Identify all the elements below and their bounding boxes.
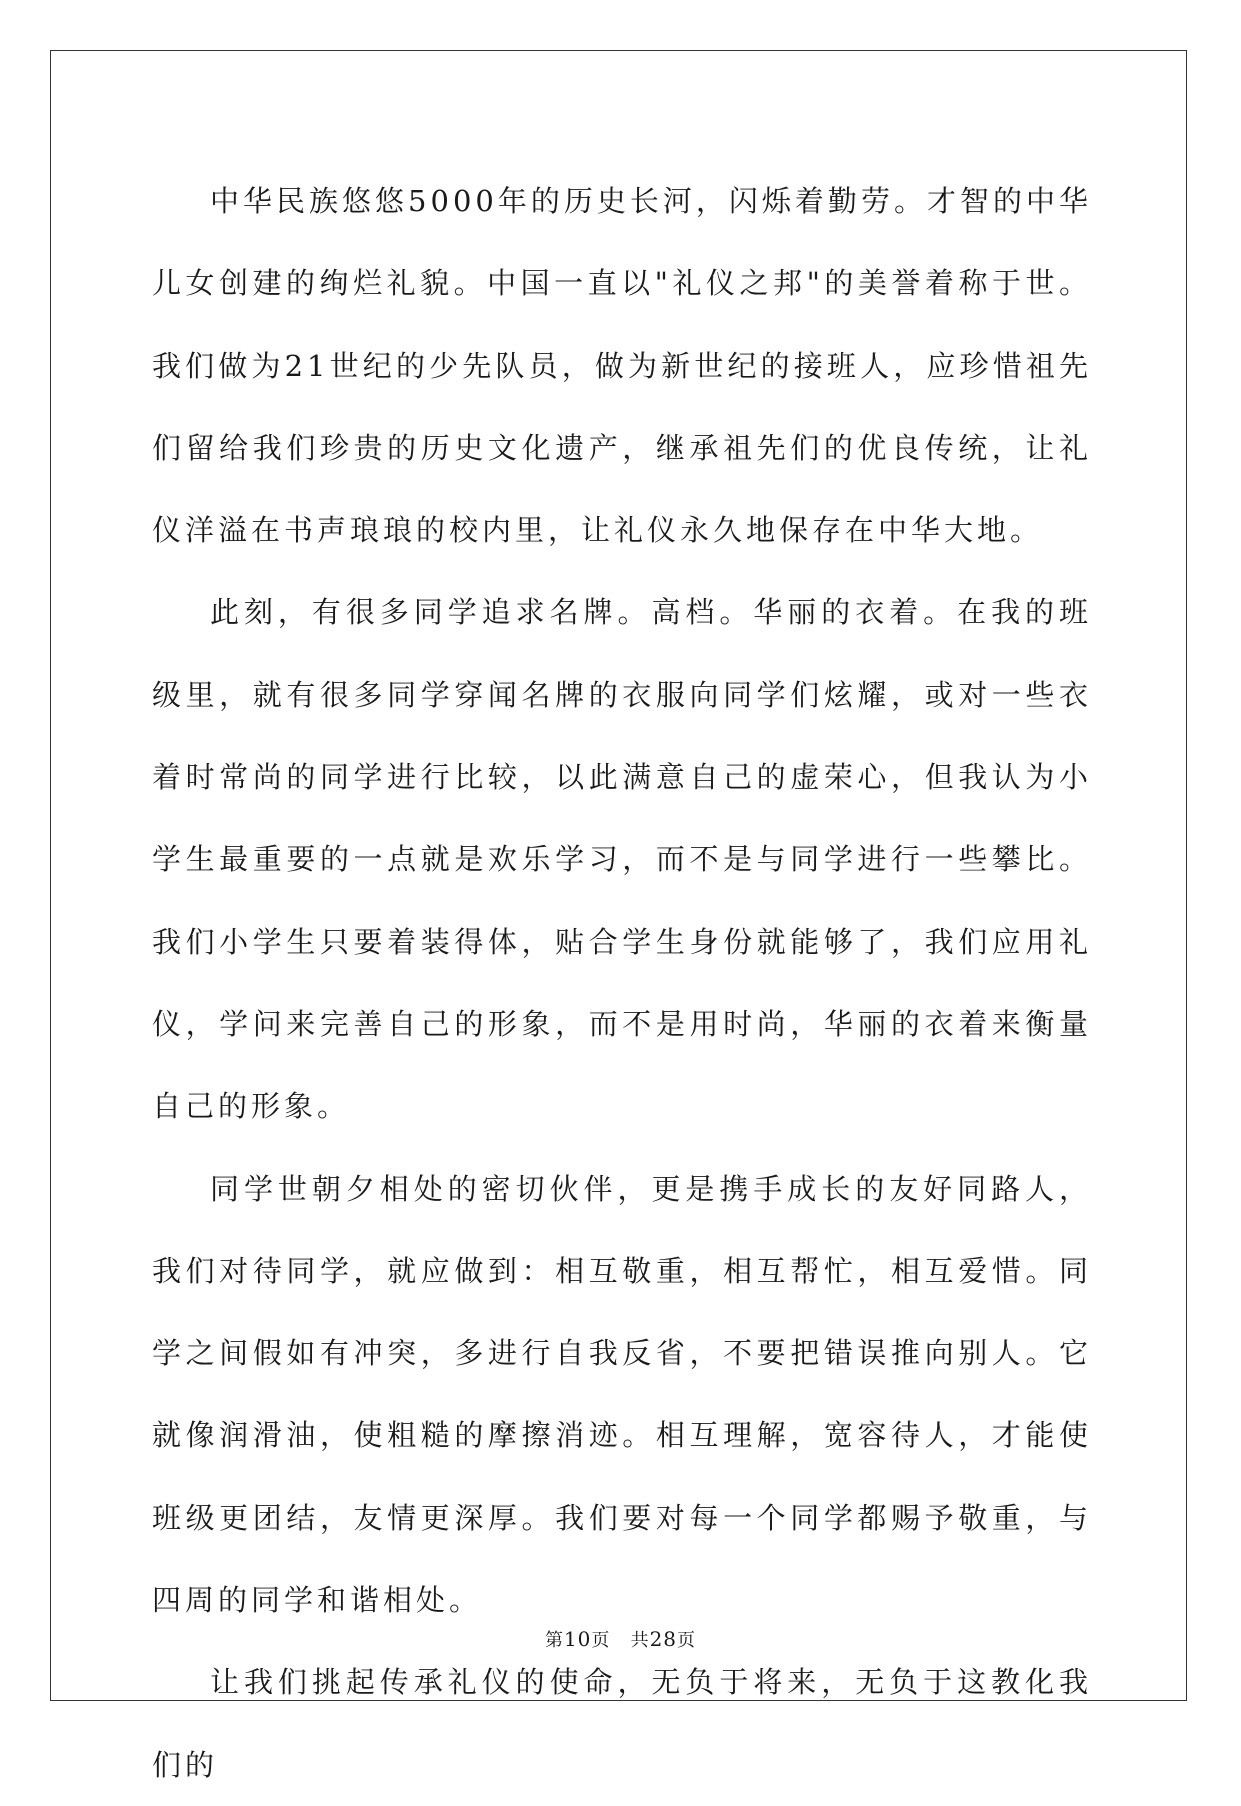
paragraph-1: 中华民族悠悠5000年的历史长河，闪烁着勤劳。才智的中华儿女创建的绚烂礼貌。中国一直以"礼仪之邦"的美誉着称于世。我们做为21世纪的少先队员，做为新世纪的接班人，应珍惜祖先们留给我们珍贵的历史文化遗产，继承祖先们的优良传统，让礼仪洋溢在书声琅琅的校内里，让礼仪永久地保存在中华大地。 bbox=[152, 184, 1092, 548]
total-prefix: 共 bbox=[630, 1630, 650, 1651]
page-footer bbox=[0, 1626, 1241, 1652]
page-suffix: 页 bbox=[591, 1630, 611, 1651]
paragraph-2: 此刻，有很多同学追求名牌。高档。华丽的衣着。在我的班级里，就有很多同学穿闻名牌的衣服向同学们炫耀，或对一些衣着时常尚的同学进行比较，以此满意自己的虚荣心，但我认为小学生最重要的一点就是欢乐学习，而不是与同学进行一些攀比。我们小学生只要着装得体，贴合学生身份就能够了，我们应用礼仪，学问来完善自己的形象，而不是用时尚，华丽的衣着来衡量自己的形象。 bbox=[152, 595, 1092, 1124]
total-pages-number: 28 bbox=[649, 1627, 678, 1651]
document-body bbox=[152, 160, 1092, 1806]
paragraph-3: 同学世朝夕相处的密切伙伴，更是携手成长的友好同路人，我们对待同学，就应做到：相互敬重，相互帮忙，相互爱惜。同学之间假如有冲突，多进行自我反省，不要把错误推向别人。它就像润滑油，使粗糙的摩擦消迹。相互理解，宽容待人，才能使班级更团结，友情更深厚。我们要对每一个同学都赐予敬重，与四周的同学和谐相处。 bbox=[152, 1171, 1092, 1618]
paragraph-4: 让我们挑起传承礼仪的使命，无负于将来，无负于这教化我们的 bbox=[152, 1665, 1092, 1782]
total-suffix: 页 bbox=[677, 1630, 697, 1651]
page-prefix: 第 bbox=[544, 1630, 564, 1651]
current-page-number: 10 bbox=[563, 1627, 592, 1651]
